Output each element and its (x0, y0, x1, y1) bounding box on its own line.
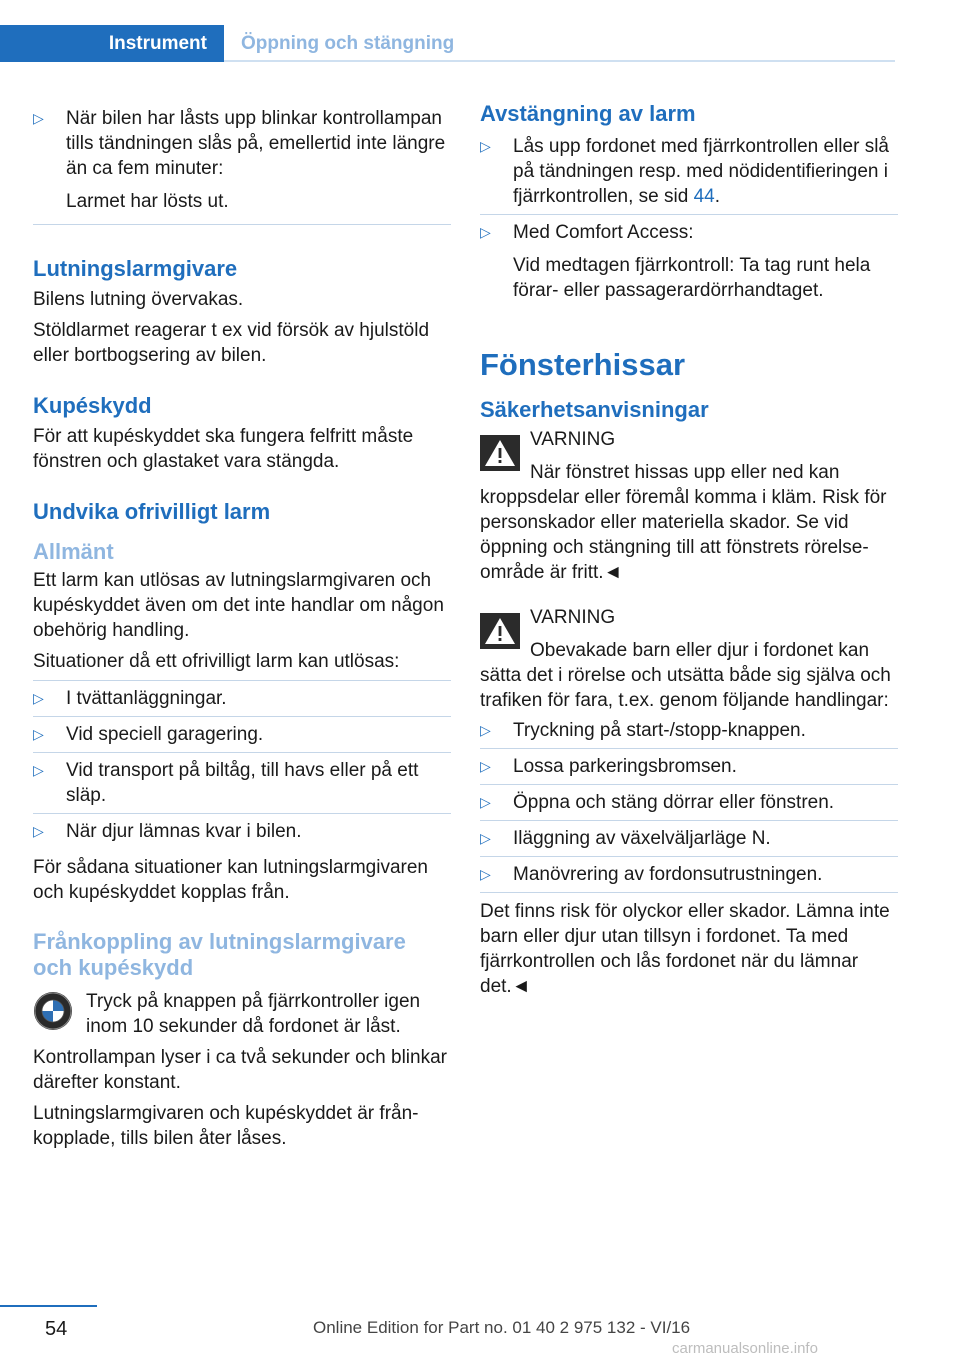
warning-label: VARNING (530, 429, 616, 450)
section-heading-avoid: Undvika ofrivilligt larm (33, 499, 271, 524)
warning-lead-text: När fönstret hissas upp eller ned kan (530, 462, 840, 483)
bullet-note: Larmet har lösts ut. (66, 191, 229, 212)
warning-text: sätta det i rörelse och utsätta både sig själva och trafiken för fara, t.ex. genom följande handlingar: (480, 665, 891, 711)
bullet-triangle-icon: ▷ (480, 758, 491, 774)
list-item (33, 100, 451, 225)
warning-text: kroppsdelar eller föremål komma i kläm. Risk för personskador eller materiella skador. Se vid öppning och stängning till att fönstrets rörelseområde är fritt.◄ (480, 487, 887, 583)
right-column (480, 100, 898, 1005)
list-item: ▷ Manövrering av fordonsutrustningen. (480, 856, 898, 893)
page-number: 54 (45, 1318, 68, 1340)
page-header (0, 25, 895, 63)
left-column (33, 100, 451, 1157)
tab-instrument[interactable]: Instrument (0, 25, 224, 62)
list-item: ▷ Iläggning av växelväljarläge N. (480, 820, 898, 856)
tilt-paragraph-1: Bilens lutning övervakas. (33, 289, 244, 310)
interior-paragraph: För att kupéskyddet ska fungera felfritt måste fönstren och glastaket vara stängda. (33, 426, 414, 472)
tilt-paragraph-2: Stöldlarmet reagerar t ex vid försök av hjulstöld eller bortbogsering av bilen. (33, 320, 430, 366)
warning-triangle-icon (480, 435, 520, 471)
warning-block-1 (480, 427, 898, 493)
bullet-text: När bilen har låsts upp blinkar kontrollampan tills tändningen slås på, emellertid inte längre än ca fem minuter: (66, 108, 446, 179)
watermark: carmanualsonline.info (672, 1340, 818, 1357)
section-heading-alarm-off: Avstängning av larm (480, 101, 696, 126)
bullet-triangle-icon: ▷ (33, 690, 44, 706)
subheading-general: Allmänt (33, 539, 114, 564)
bullet-triangle-icon: ▷ (33, 726, 44, 742)
avoid-paragraph-3: För sådana situationer kan lutningslarmgivaren och kupéskyddet kopplas från. (33, 857, 428, 903)
list-item: ▷ Lossa parkeringsbromsen. (480, 748, 898, 784)
bullet-triangle-icon: ▷ (33, 823, 44, 839)
list-item: ▷ Vid transport på biltåg, till havs eller på ett släp. (33, 752, 451, 813)
remote-instruction (33, 989, 451, 1039)
bullet-triangle-icon: ▷ (480, 722, 491, 738)
intro-bullet-list (33, 100, 451, 225)
situations-list (33, 680, 451, 849)
bullet-text: Lås upp fordonet med fjärrkontrollen eller slå på tändningen resp. med nödidentifieringen i fjärrkontrollen, se sid (513, 136, 889, 207)
bullet-triangle-icon: ▷ (480, 224, 491, 240)
bullet-triangle-icon: ▷ (480, 794, 491, 810)
list-item: ▷ Lås upp fordonet med fjärrkontrollen eller slå på tändningen resp. med nödidentifieringen i fjärrkontrollen, se sid 44. (480, 136, 889, 207)
bmw-logo-icon (33, 991, 73, 1031)
avoid-paragraph-1: Ett larm kan utlösas av lutningslarmgivaren och kupéskyddet även om det inte handlar om någon obehörig handling. (33, 570, 444, 641)
section-heading-interior: Kupéskydd (33, 393, 152, 418)
page-link[interactable]: 44 (693, 186, 715, 207)
bullet-triangle-icon: ▷ (480, 866, 491, 882)
list-item (480, 214, 898, 308)
warning-label: VARNING (530, 607, 616, 628)
chapter-title: Fönsterhissar (480, 347, 686, 382)
bullet-note: Vid medtagen fjärrkontroll: Ta tag runt hela förar- eller passagerardörrhandtaget. (513, 255, 871, 301)
actions-list (480, 713, 898, 893)
list-item: ▷ Tryckning på start-/stopp-knappen. (480, 720, 806, 741)
bullet-triangle-icon: ▷ (33, 762, 44, 778)
warning-lead-text: Obevakade barn eller djur i fordonet kan (530, 640, 870, 661)
tab-opening-closing[interactable]: Öppning och stängning (241, 33, 455, 54)
list-item: ▷ Öppna och stäng dörrar eller fönstren. (480, 784, 898, 820)
subheading-disconnect: Frånkoppling av lutningslarmgivare och kupéskydd (33, 929, 406, 980)
alarm-off-list (480, 129, 898, 308)
edition-text: Online Edition for Part no. 01 40 2 975 132 - VI/16 (313, 1318, 691, 1337)
list-item: ▷ I tvättanläggningar. (33, 680, 451, 716)
avoid-paragraph-2: Situationer då ett ofrivilligt larm kan utlösas: (33, 651, 400, 672)
list-item: ▷ Vid speciell garagering. (33, 716, 451, 752)
remote-instruction-text: Tryck på knappen på fjärrkontroller igen inom 10 sekunder då fordonet är låst. (86, 991, 421, 1037)
disconnect-paragraph-1: Kontrollampan lyser i ca två sekunder och blinkar därefter konstant. (33, 1047, 447, 1093)
list-item: ▷ När djur lämnas kvar i bilen. (33, 813, 451, 849)
bullet-triangle-icon: ▷ (33, 110, 44, 126)
closing-warning-text: Det finns risk för olyckor eller skador. Lämna inte barn eller djur utan tillsyn i fordonet. Ta med fjärrkontrollen och lås fordonet när du lämnar det.◄ (480, 901, 890, 997)
warning-block-2 (480, 605, 898, 671)
section-heading-safety: Säkerhetsanvisningar (480, 397, 709, 422)
section-heading-tilt: Lutningslarmgivare (33, 256, 238, 281)
bullet-triangle-icon: ▷ (480, 138, 491, 154)
bullet-triangle-icon: ▷ (480, 830, 491, 846)
disconnect-paragraph-2: Lutningslarmgivaren och kupéskyddet är frånkopplade, tills bilen åter låses. (33, 1103, 419, 1149)
warning-triangle-icon (480, 613, 520, 649)
bullet-text: Med Comfort Access: (513, 222, 694, 243)
footer-rule (0, 1305, 97, 1307)
